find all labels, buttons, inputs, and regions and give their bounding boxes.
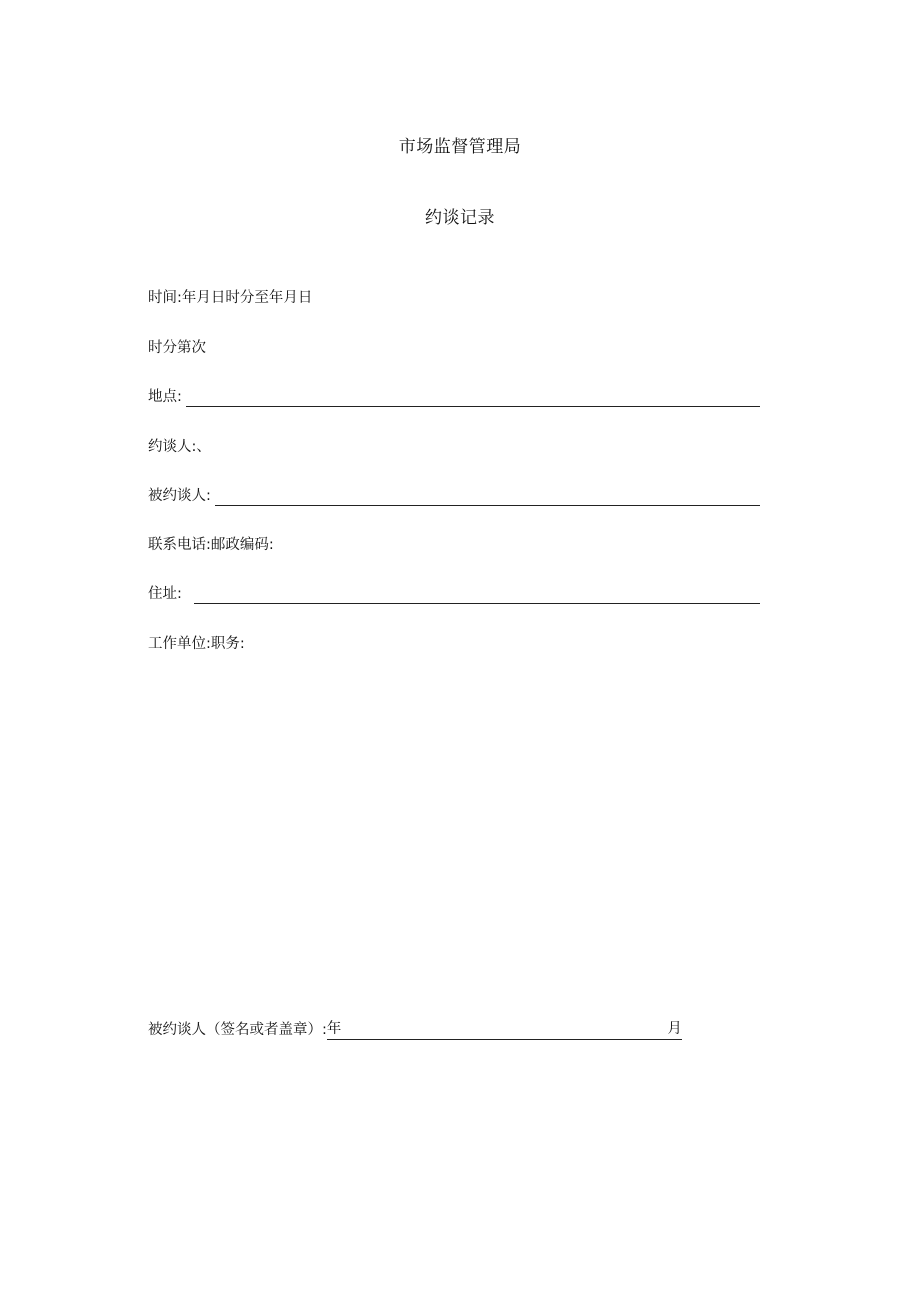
interviewee-field [148,486,760,506]
address-field [148,584,760,604]
document-title: 约谈记录 [425,208,495,228]
address-label: 住址: [148,586,182,602]
agency-name: 市场监督管理局 [398,137,522,157]
location-input-line[interactable] [186,392,760,407]
signature-year: 年 [326,1021,342,1037]
signature-row [148,1019,682,1040]
address-input-line[interactable] [194,589,760,604]
time-field-line2: 时分第次 [148,340,206,356]
signature-month: 月 [667,1021,682,1037]
location-label: 地点: [148,389,182,405]
interviewee-input-line[interactable] [215,491,760,506]
contact-field: 联系电话:邮政编码: [148,537,274,553]
time-field-line1: 时间:年月日时分至年月日 [148,290,313,306]
interviewee-label: 被约谈人: [148,488,211,504]
signature-label: 被约谈人（签名或者盖章）: [148,1022,327,1038]
workplace-field: 工作单位:职务: [148,636,245,652]
location-field [148,387,760,407]
interviewer-field: 约谈人:、 [148,439,211,455]
signature-date-line[interactable] [327,1019,682,1040]
